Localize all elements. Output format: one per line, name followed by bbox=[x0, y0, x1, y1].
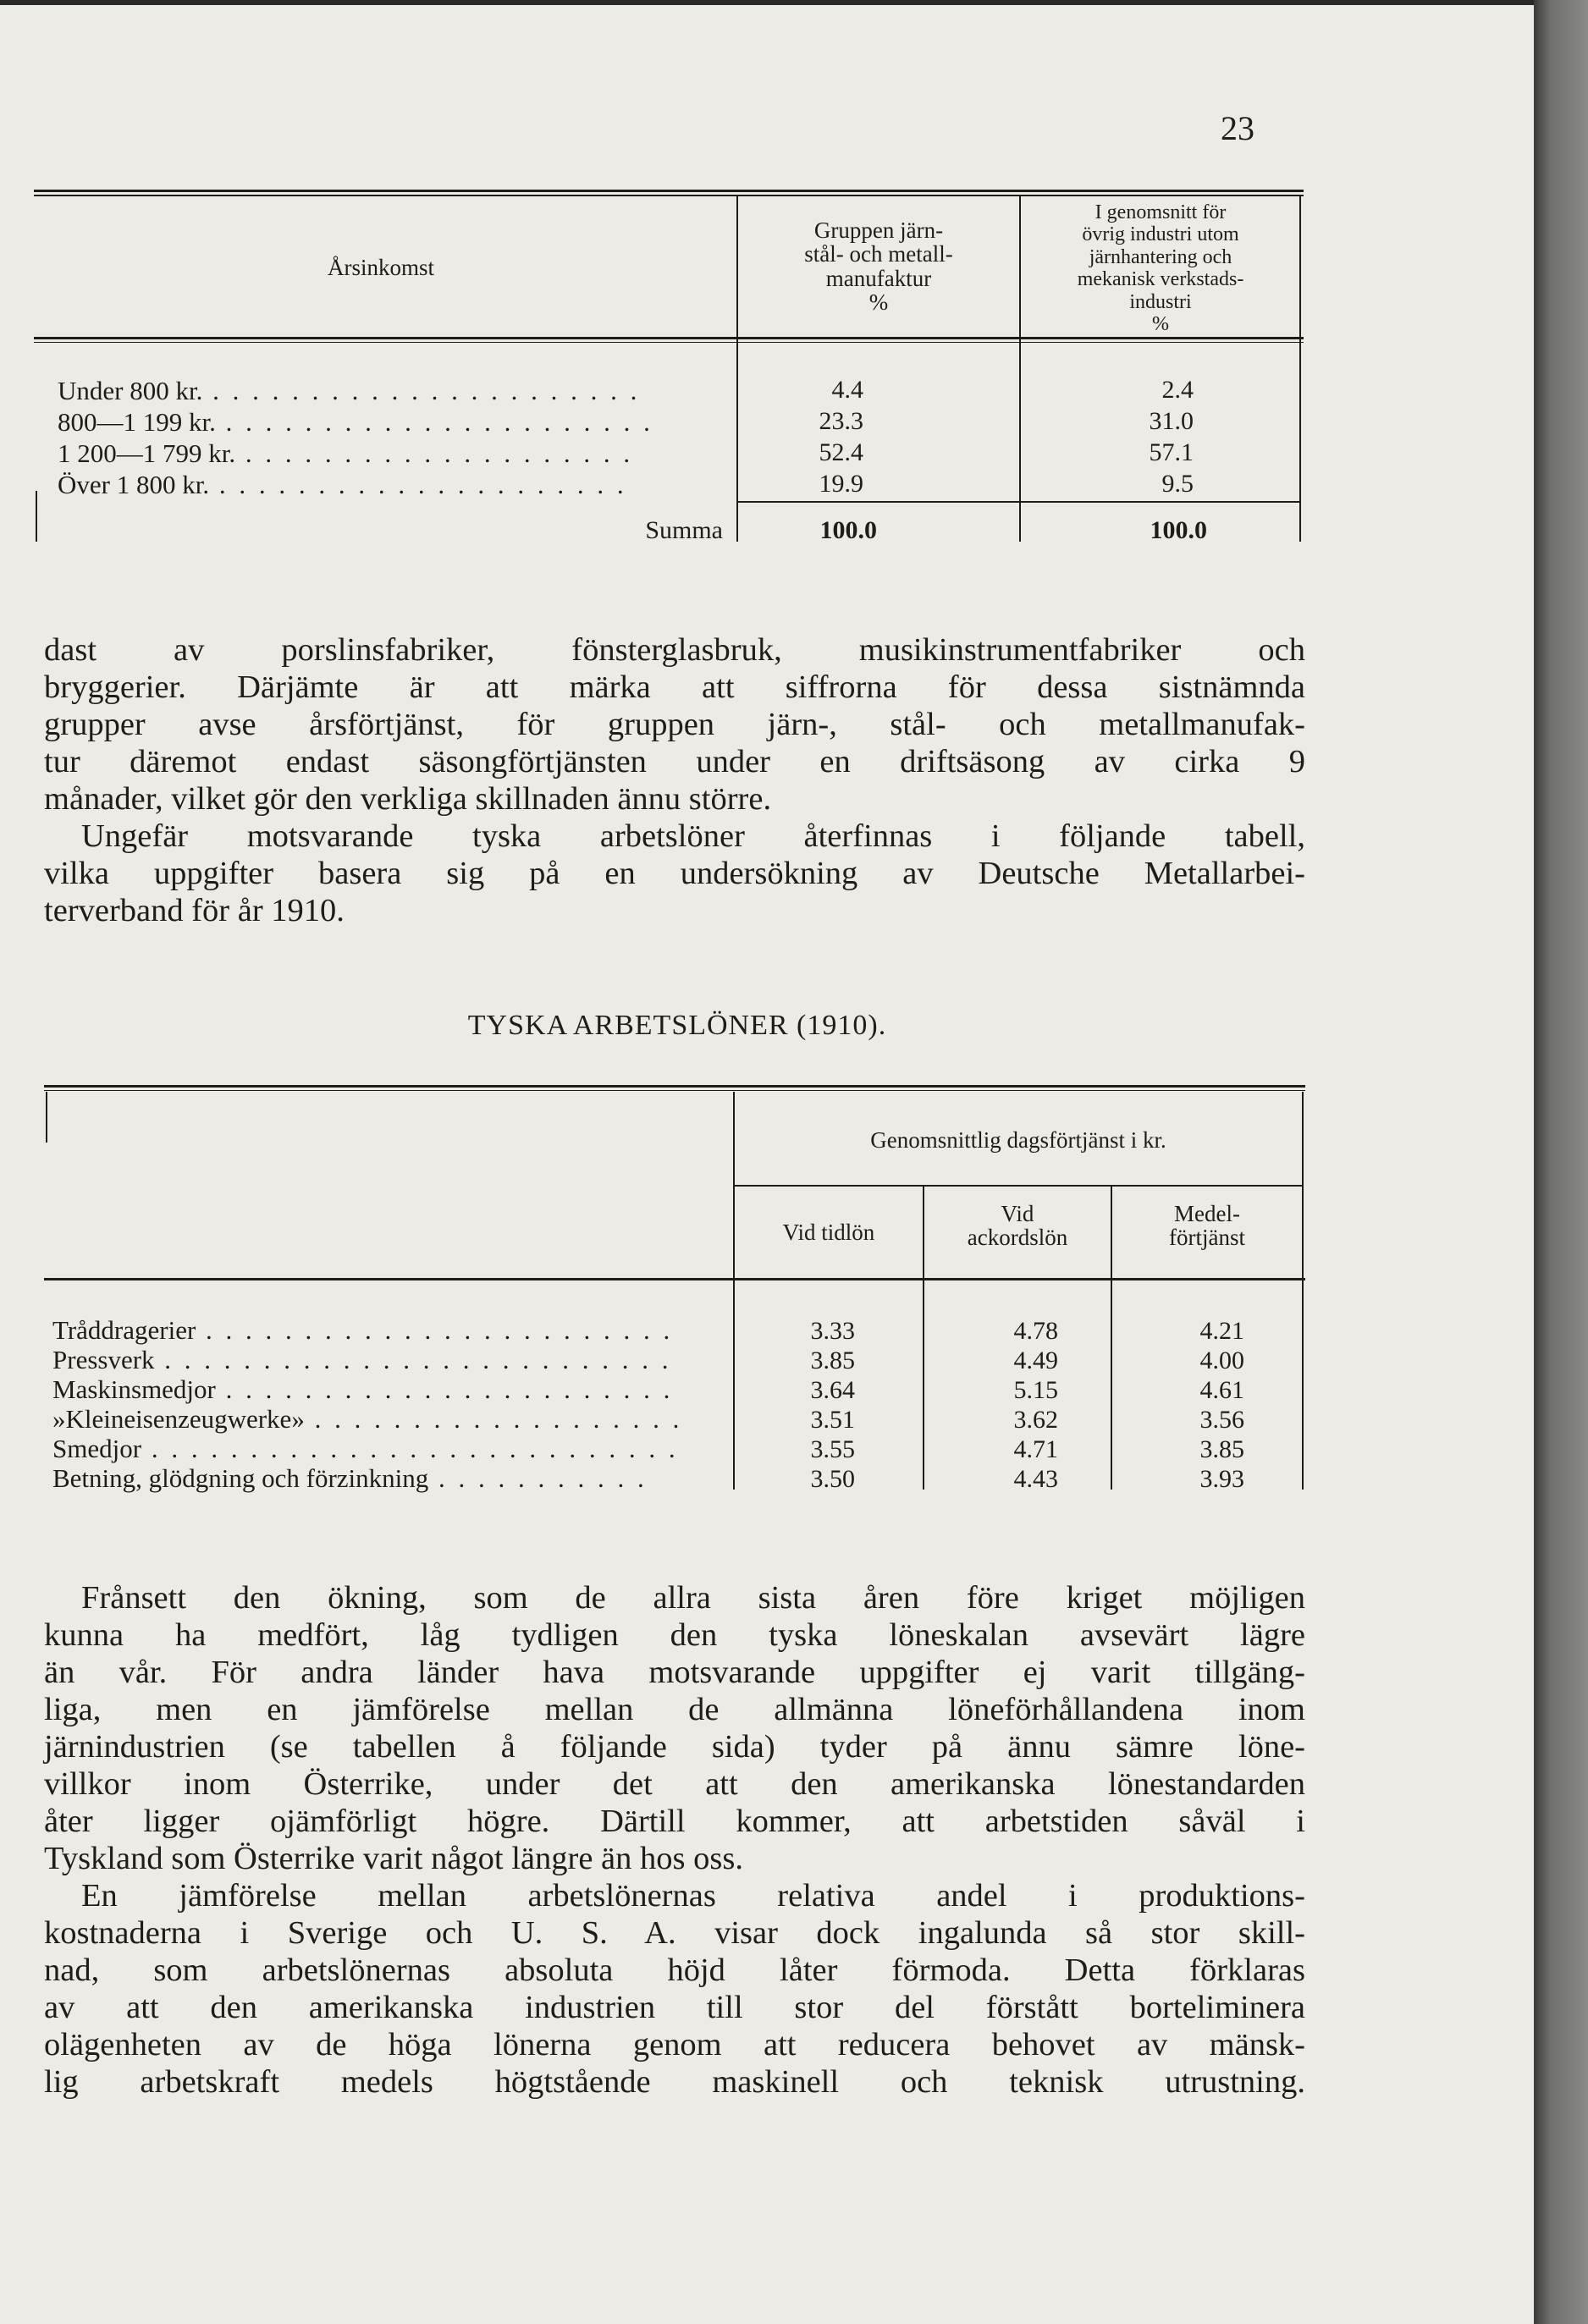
table1-header-rule-inner bbox=[34, 342, 1304, 343]
scan-top-band bbox=[0, 0, 1534, 5]
table2-group-header: Genomsnittlig dagsförtjänst i kr. bbox=[870, 1127, 1166, 1153]
text-line: Ungefär motsvarande tyska arbetslöner återfinnas i följande tabell, bbox=[81, 818, 1305, 854]
text-line: kunna ha medfört, låg tydligen den tyska löneskalan avsevärt lägre bbox=[44, 1617, 1305, 1653]
table2-header-avg: Medel- förtjänst bbox=[1169, 1201, 1245, 1251]
text-line: liga, men en jämförelse mellan de allmänna löneförhållandena inom bbox=[44, 1692, 1305, 1727]
table1-header-income: Årsinkomst bbox=[327, 255, 434, 280]
table2-header-piece: Vid ackordslön bbox=[967, 1201, 1068, 1251]
text-line: villkor inom Österrike, under det att den amerikanska lönestandarden bbox=[44, 1766, 1305, 1802]
table1-header-group: Gruppen järn- stål- och metall- manufaktur % bbox=[804, 218, 953, 316]
text-line: åter ligger ojämförligt högre. Därtill kommer, att arbetstiden såväl i bbox=[44, 1804, 1305, 1839]
text-line: lig arbetskraft medels högtstående maskinell och teknisk utrustning. bbox=[44, 2064, 1305, 2100]
text-line: terverband för år 1910. bbox=[44, 893, 345, 928]
body-text-block-2 bbox=[44, 1579, 1305, 2101]
text-line: grupper avse årsförtjänst, för gruppen järn-, stål- och metallmanufak- bbox=[44, 707, 1305, 742]
table2-left-edge bbox=[46, 1092, 47, 1143]
body-text-block-1 bbox=[44, 631, 1305, 929]
text-line: bryggerier. Därjämte är att märka att siffrorna för dessa sistnämnda bbox=[44, 669, 1305, 705]
table2-title: TYSKA ARBETSLÖNER (1910). bbox=[467, 1010, 887, 1041]
text-line: Frånsett den ökning, som de allra sista åren före kriget möjligen bbox=[81, 1580, 1305, 1616]
text-line: månader, vilket gör den verkliga skillnaden ännu större. bbox=[44, 781, 772, 817]
table2-header-rule bbox=[44, 1278, 1305, 1280]
text-line: av att den amerikanska industrien till stor del förstått borteliminera bbox=[44, 1990, 1305, 2025]
text-line: olägenheten av de höga lönerna genom att reducera behovet av mänsk- bbox=[44, 2027, 1305, 2062]
text-line: En jämförelse mellan arbetslönernas relativa andel i produktions- bbox=[81, 1878, 1305, 1914]
table1-header-rule bbox=[34, 337, 1304, 339]
text-line: tur däremot endast säsongförtjänsten under en driftsäsong av cirka 9 bbox=[44, 744, 1305, 779]
text-line: nad, som arbetslönernas absoluta höjd låter förmoda. Detta förklaras bbox=[44, 1952, 1305, 1988]
text-line: järnindustrien (se tabellen å följande sida) tyder på ännu sämre löne- bbox=[44, 1729, 1305, 1765]
page-edge-shadow bbox=[1534, 0, 1588, 2324]
table1-header-other: I genomsnitt för övrig industri utom järnhantering och mekanisk verkstads- industri % bbox=[1077, 201, 1244, 335]
text-line: dast av porslinsfabriker, fönsterglasbruk, musikinstrumentfabriker och bbox=[44, 632, 1305, 668]
table2-group-rule bbox=[735, 1185, 1304, 1187]
table2-header-time: Vid tidlön bbox=[782, 1220, 875, 1245]
table2-right-edge bbox=[1302, 1092, 1304, 1490]
text-line: Tyskland som Österrike varit något längre än hos oss. bbox=[44, 1841, 743, 1876]
text-line: än vår. För andra länder hava motsvarande uppgifter ej varit tillgäng- bbox=[44, 1655, 1305, 1690]
page-number: 23 bbox=[1221, 109, 1254, 147]
table2-top-rule-inner bbox=[44, 1090, 1305, 1091]
text-line: vilka uppgifter basera sig på en undersökning av Deutsche Metallarbei- bbox=[44, 856, 1305, 891]
table1-top-rule bbox=[34, 190, 1304, 192]
table1-top-rule-inner bbox=[34, 195, 1304, 196]
table1-sum-rule bbox=[738, 501, 1300, 503]
book-page: 23 Årsinkomst Gruppen järn- stål- och metall- manufaktur % I genomsnitt för övrig industri utom järnhantering och mekanisk verkstads- industri % Under 800 kr. . . . . . . . . . . . . . . . . . . . . . . 4.4 2.4 800—1 199 kr. . . . . . . . . . . . . . . . . . . . . . . 23.3 31.0 1 200—1 799 kr. . . . . . . . . . . . . . . . . . . . . 52.4 57.1 Över 1 800 kr. . . . . . . . . . . . . . . . . . . . . . 19.9 9.5 Summa 100.0 100.0 dast av porslinsfabriker, fönsterglasbruk, musikinstrumentfabriker och bryggerier. Därjämte är att märka att siffrorna för dessa sistnämnda grupper avse årsförtjänst, för gruppen järn-, stål- och metallmanufak- tur däremot endast säsongförtjänsten under en driftsäsong av cirka 9 månader, vilket gör den verkliga skillnaden ännu större. Ungefär motsvarande tyska arbetslöner återfinnas i följande tabell, vilka uppgifter basera sig på en undersökning av Deutsche Metallarbei- terverband för år 1910. TYSKA ARBETSLÖNER (1910). Genomsnittlig dagsförtjänst i kr. Vid tidlön Vid ackordslön Medel- förtjänst Tråddragerier . . . . . . . . . . . . . . . . . . . . . . . . 3.33 4.78 4.21 Pressverk . . . . . . . . . . . . . . . . . . . . . . . . . . 3.85 4.49 4.00 Maskinsmedjor . . . . . . . . . . . . . . . . . . . . . . . 3.64 5.15 4.61 »Kleineisenzeugwerke» . . . . . . . . . . . . . . . . . . . 3.51 3.62 3.56 Smedjor . . . . . . . . . . . . . . . . . . . . . . . . . . . 3.55 4.71 3.85 Betning, glödgning och förzinkning . . . . . . . . . . . 3.50 4.43 3.93 Frånsett den ökning, som de allra sista åren före kriget möjligen kunna ha medfört, låg tydligen den tyska löneskalan avsevärt lägre än vår. För andra länder hava motsvarande uppgifter ej varit tillgäng- liga, men en jämförelse mellan de allmänna löneförhållandena inom järnindustrien (se tabellen å följande sida) tyder på ännu sämre löne- villkor inom Österrike, under det att den amerikanska lönestandarden åter ligger ojämförligt högre. Därtill kommer, att arbetstiden såväl i Tyskland som Österrike varit något längre än hos oss. En jämförelse mellan arbetslönernas relativa andel i produktions- kostnaderna i Sverige och U. S. A. visar dock ingalunda så stor skill- nad, som arbetslönernas absoluta höjd låter förmoda. Detta förklaras av att den amerikanska industrien till stor del förstått borteliminera olägenheten av de höga lönerna genom att reducera behovet av mänsk- lig arbetskraft medels högtstående maskinell och teknisk utrustning. bbox=[0, 0, 1534, 2324]
text-line: kostnaderna i Sverige och U. S. A. visar dock ingalunda så stor skill- bbox=[44, 1915, 1305, 1951]
table1-left-edge bbox=[36, 491, 37, 542]
table2-top-rule bbox=[44, 1085, 1305, 1088]
